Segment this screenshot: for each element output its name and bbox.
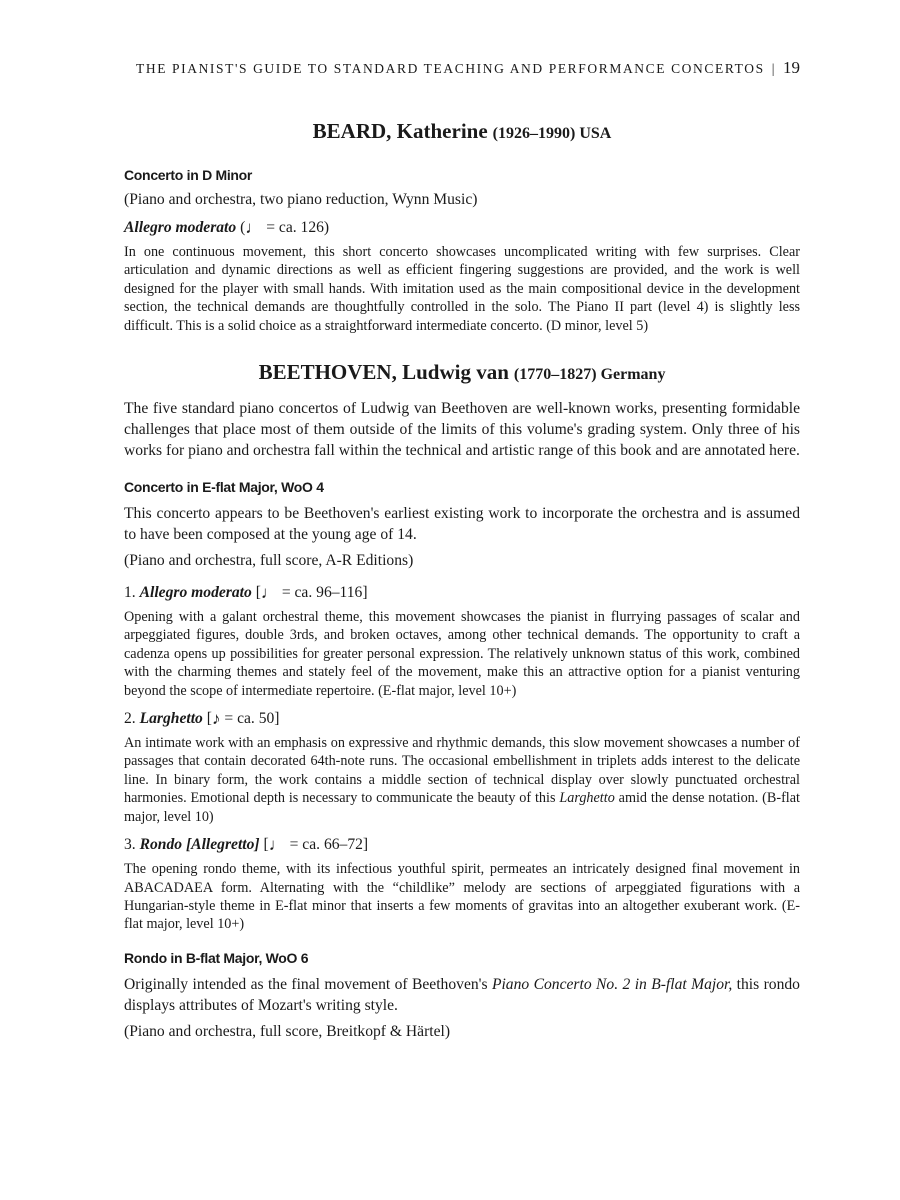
movement-description: The opening rondo theme, with its infectious youthful spirit, permeates an intricately designed final movement in ABACADAEA form. Alternating with the “childlike” melody are sections of arpeggiated figurations with a Hungarian-style theme in E-flat minor that inserts a few moments of gravitas into an altogether exuberant work. (E-flat major, level 10+) <box>124 861 800 933</box>
intro-text: Originally intended as the final movement of Beethoven's <box>124 975 492 993</box>
movement-name: Larghetto <box>139 710 203 728</box>
work-description: In one continuous movement, this short concerto showcases uncomplicated writing with few surprises. Clear articulation and dynamic directions as well as efficient fingering suggestions are provided, and the work is well designed for the player with small hands. With imitation used as the main compositional device in the development section, the technical demands are thoughtfully controlled in the solo. The Piano II part (level 4) is slightly less difficult. This is a solid choice as a straightforward intermediate concerto. (D minor, level 5) <box>124 244 800 334</box>
movement-heading <box>124 710 800 728</box>
work-title-concerto-d-minor: Concerto in D Minor <box>124 167 253 183</box>
tempo-mark: = ca. 96–116] <box>281 584 368 602</box>
movement-name: Allegro moderato <box>139 584 252 602</box>
work-edition: (Piano and orchestra, full score, A-R Editions) <box>124 552 414 570</box>
tempo-mark: = ca. 126) <box>266 219 330 236</box>
composer-heading-beethoven <box>124 359 800 386</box>
work-title-rondo-b-flat: Rondo in B-flat Major, WoO 6 <box>124 949 309 966</box>
tempo-mark: = ca. 66–72] <box>289 836 369 854</box>
movement-number: 2. <box>124 710 136 728</box>
intro-text: this rondo displays attributes of Mozart's writing style. <box>124 975 800 1014</box>
intro-emphasis: Piano Concerto No. 2 in B-flat Major, <box>491 975 733 993</box>
running-head-separator: | <box>771 61 776 76</box>
composer-heading-beard <box>124 118 800 145</box>
composer-dates-country: (1926–1990) USA <box>492 125 612 142</box>
tempo-open: [ <box>206 710 212 728</box>
composer-name: BEARD, Katherine <box>312 119 488 143</box>
work-title-concerto-e-flat: Concerto in E-flat Major, WoO 4 <box>124 479 324 496</box>
page-number: 19 <box>783 58 800 77</box>
description-emphasis: Larghetto <box>559 790 615 807</box>
composer-name: BEETHOVEN, Ludwig van <box>258 360 509 385</box>
tempo-open: [ <box>263 836 269 854</box>
tempo-name: Allegro moderato <box>124 219 237 236</box>
work-edition: (Piano and orchestra, two piano reduction, Wynn Music) <box>124 191 478 208</box>
tempo-open: ( <box>240 219 246 236</box>
tempo-open: [ <box>255 584 261 602</box>
quarter-note-icon: ♩ <box>268 835 286 855</box>
composer-dates-country: (1770–1827) Germany <box>513 366 666 384</box>
movement-description <box>124 734 800 826</box>
description-text: amid the dense notation. (B-flat major, level 10) <box>124 790 800 825</box>
running-head <box>124 58 800 78</box>
description-text: An intimate work with an emphasis on expressive and rhythmic demands, this slow movement showcases a number of passages that contain decorated 64th-note runs. The occasional embellishment in triplets adds interest to the delicate line. In binary form, the work contains a middle section of technical display over slowly punctuated orchestral harmonies. Emotional depth is necessary to communicate the beauty of this <box>124 735 800 807</box>
movement-heading <box>124 584 800 602</box>
movement-description: Opening with a galant orchestral theme, this movement showcases the pianist in flurrying passages of scalar and arpeggiated figures, double 3rds, and broken octaves, among other technical demands. The opportunity to craft a cadenza opens up possibilities for greater personal expression. The relatively unknown status of this work, combined with the charming themes and stately feel of the movement, make this an attractive option for a pianist venturing beyond the scope of intermediate repertoire. (E-flat major, level 10+) <box>124 609 800 699</box>
eighth-note-icon: ♪ <box>211 709 221 729</box>
movement-heading <box>124 836 800 854</box>
work-intro: This concerto appears to be Beethoven's earliest existing work to incorporate the orchestra and is assumed to have been composed at the young age of 14. <box>124 505 800 544</box>
work-intro <box>124 974 800 1016</box>
tempo-mark: = ca. 50] <box>224 710 280 728</box>
movement-number: 1. <box>124 584 136 602</box>
composer-intro: The five standard piano concertos of Ludwig van Beethoven are well-known works, presenting formidable challenges that place most of them outside of the limits of this volume's grading system. Only three of his works for piano and orchestra fall within the technical and artistic range of this book and are annotated here. <box>124 400 800 460</box>
movement-name: Rondo [Allegretto] <box>139 836 260 854</box>
movement-number: 3. <box>124 836 136 854</box>
quarter-note-icon: ♩ <box>245 218 263 237</box>
work-edition: (Piano and orchestra, full score, Breitkopf & Härtel) <box>124 1022 451 1040</box>
book-page <box>124 58 800 1041</box>
running-head-title: THE PIANIST'S GUIDE TO STANDARD TEACHING AND PERFORMANCE CONCERTOS <box>136 61 765 76</box>
tempo-marking <box>124 219 800 237</box>
quarter-note-icon: ♩ <box>260 583 278 603</box>
